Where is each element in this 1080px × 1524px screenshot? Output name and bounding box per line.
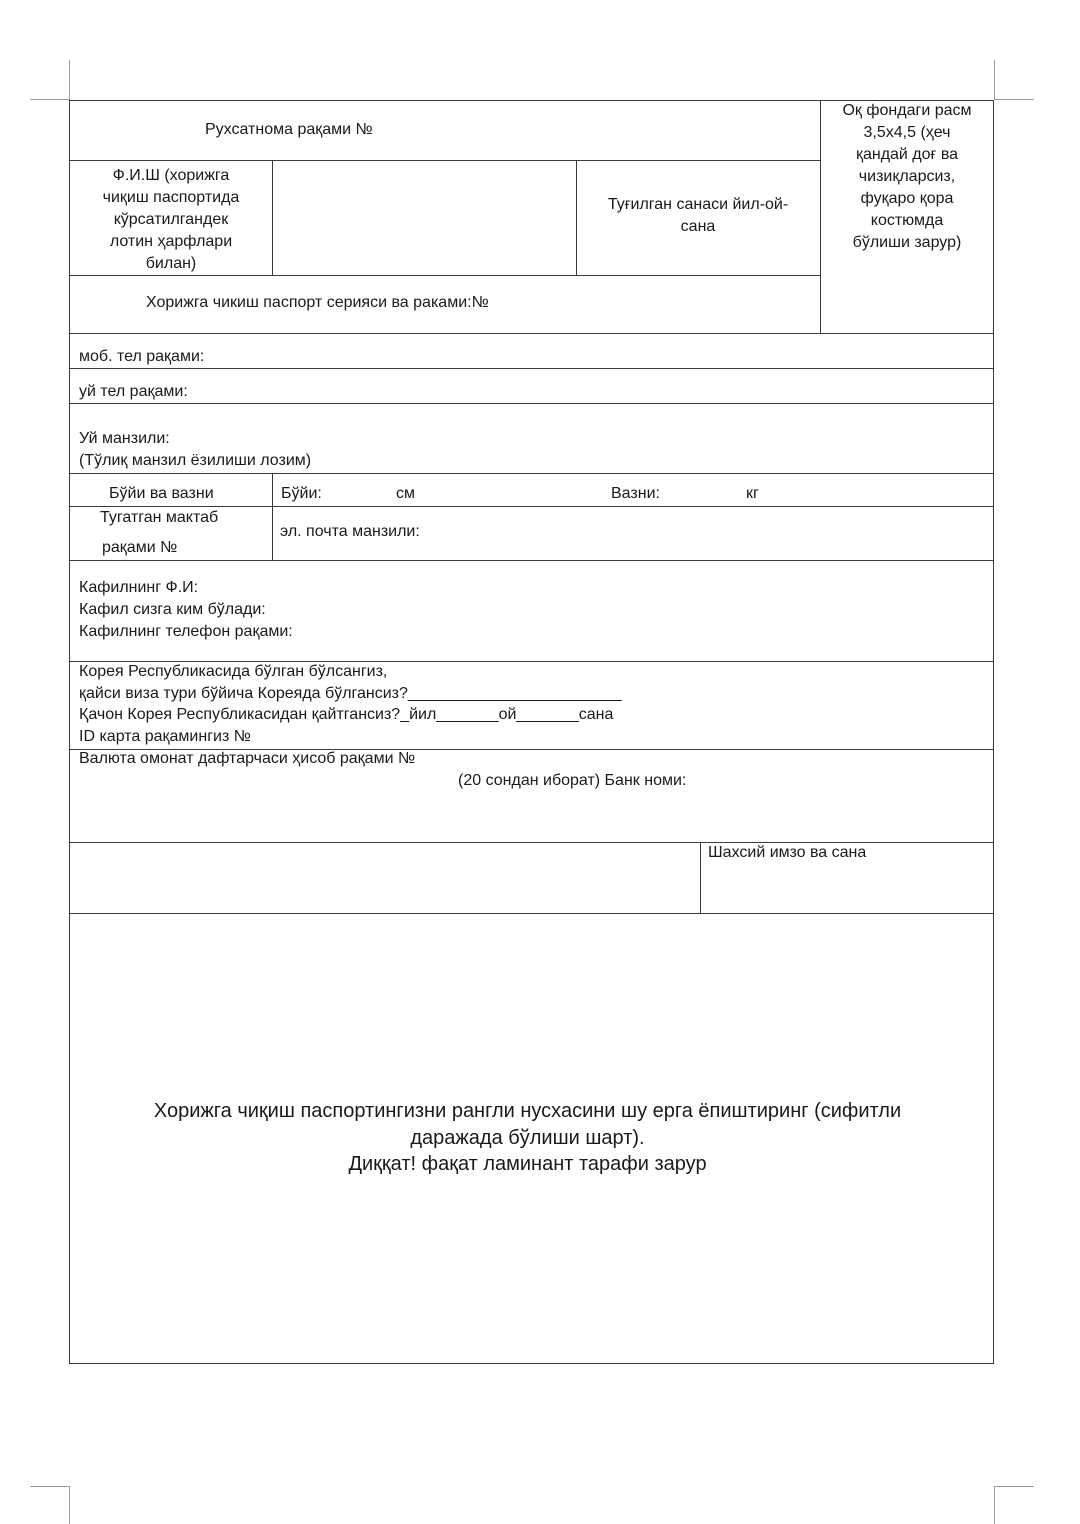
crop-mark-bottom-right-v bbox=[994, 1486, 995, 1524]
bank-account-label: Валюта омонат дафтарчаси ҳисоб рақами № bbox=[79, 750, 416, 767]
guarantor-relation-label: Кафил сизга ким бўлади: bbox=[79, 601, 266, 618]
signature-date-label: Шахсий имзо ва сана bbox=[708, 844, 867, 861]
guarantor-phone-label: Кафилнинг телефон рақами: bbox=[79, 623, 293, 640]
passport-series-label: Хорижга чикиш паспорт серияси ва раками:№ bbox=[146, 294, 489, 311]
mobile-phone-label: моб. тел рақами: bbox=[79, 348, 205, 365]
height-label: Бўйи: bbox=[281, 485, 322, 502]
korea-stay-label: Корея Республикасида бўлган бўлсангиз, bbox=[79, 663, 388, 680]
permit-number-label: Рухсатнома рақами № bbox=[205, 121, 373, 138]
crop-mark-top-left-h bbox=[30, 99, 70, 100]
home-phone-label: уй тел рақами: bbox=[79, 383, 188, 400]
height-weight-label: Бўйи ва вазни bbox=[109, 485, 214, 502]
bank-name-label: (20 сондан иборат) Банк номи: bbox=[458, 772, 687, 789]
address-note: (Тўлиқ манзил ёзилиши лозим) bbox=[79, 452, 312, 469]
crop-mark-bottom-left-h bbox=[30, 1486, 70, 1487]
email-label: эл. почта манзили: bbox=[280, 523, 420, 540]
crop-mark-bottom-left-v bbox=[69, 1486, 70, 1524]
crop-mark-top-left-v bbox=[69, 60, 70, 100]
fio-label: Ф.И.Ш (хорижга чиқиш паспортида кўрсатилгандек лотин ҳарфлари билан) bbox=[102, 167, 240, 272]
id-card-label: ID карта рақамингиз № bbox=[79, 728, 251, 745]
height-unit: см bbox=[396, 485, 415, 502]
guarantor-name-label: Кафилнинг Ф.И: bbox=[79, 579, 199, 596]
school-number-label: Тугатган мактаб рақами № bbox=[100, 509, 219, 556]
korea-visa-label: қайси виза тури бўйича Кореяда бўлгансиз?________________________ bbox=[79, 685, 622, 702]
crop-mark-bottom-right-h bbox=[994, 1486, 1034, 1487]
weight-unit: кг bbox=[746, 485, 759, 502]
passport-copy-notice: Хорижга чиқиш паспортингизни рангли нусхасини шу ерга ёпиштиринг (сифитли даражада бўлиши шарт). Диққат! фақат ламинант тарафи зарур bbox=[153, 1100, 902, 1175]
crop-mark-top-right-h bbox=[994, 99, 1034, 100]
signature-area[interactable] bbox=[71, 844, 699, 912]
crop-mark-top-right-v bbox=[994, 60, 995, 100]
weight-label: Вазни: bbox=[611, 485, 660, 502]
fio-input-field[interactable] bbox=[274, 162, 575, 274]
korea-return-label: Қачон Корея Республикасидан қайтгансиз?_йил_______ой_______сана bbox=[79, 706, 614, 723]
address-label: Уй манзили: bbox=[79, 430, 170, 447]
birth-date-label: Туғилган санаси йил-ой- сана bbox=[607, 196, 789, 235]
photo-requirements-note: Оқ фондаги расм 3,5х4,5 (ҳеч қандай доғ ва чизиқларсиз, фуқаро қора костюмда бўлиши зарур) bbox=[842, 102, 972, 251]
